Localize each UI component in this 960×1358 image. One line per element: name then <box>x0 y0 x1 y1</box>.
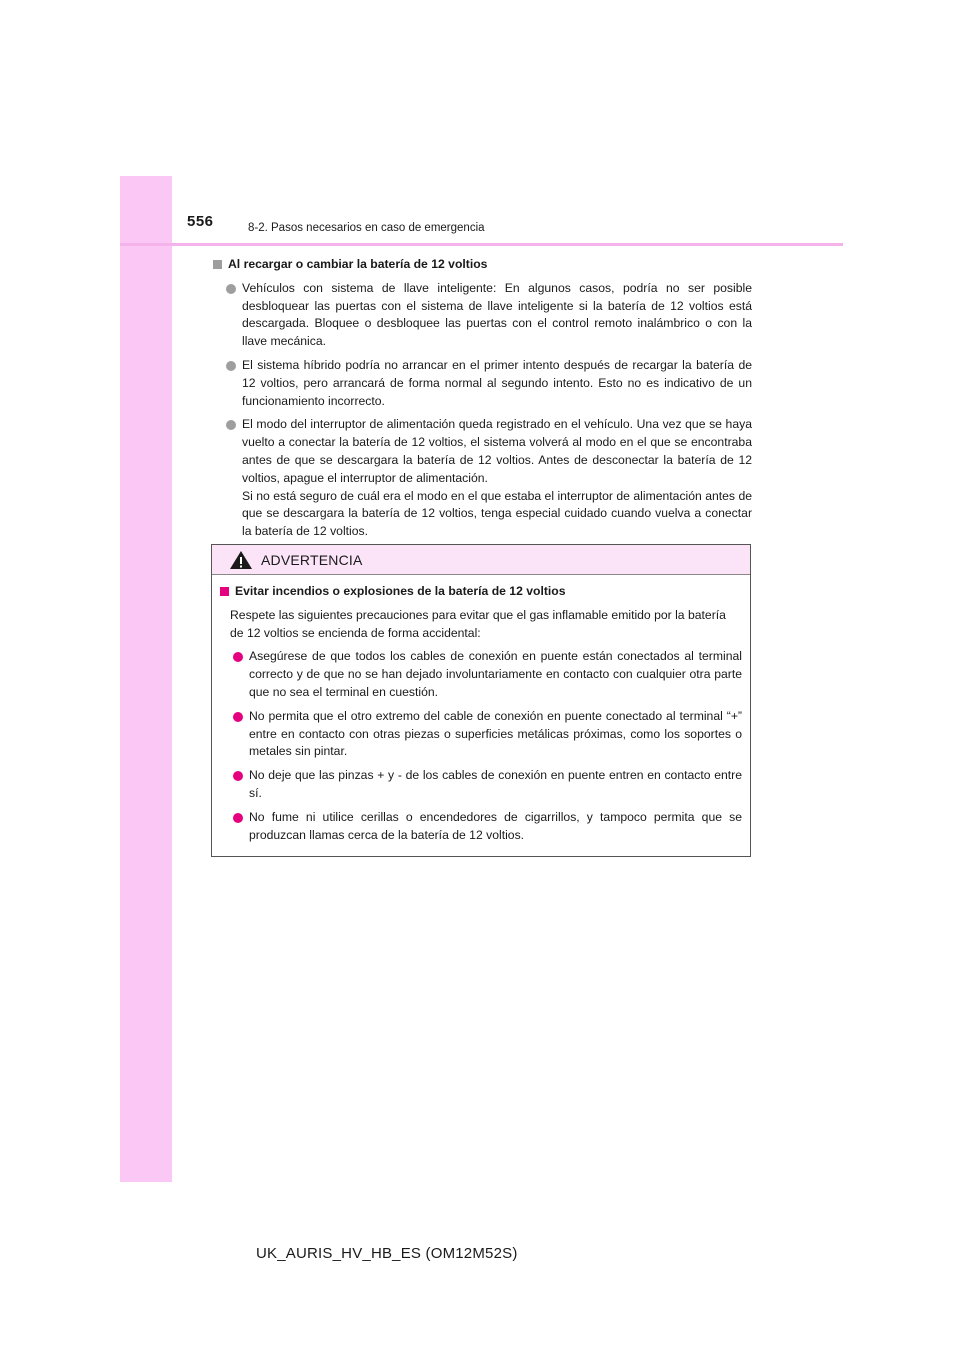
warning-intro: Respete las siguientes precauciones para evitar que el gas inflamable emitido por la batería de 12 voltios se encienda de forma accidental: <box>230 607 726 640</box>
warning-header <box>212 545 750 575</box>
warning-box <box>211 544 751 857</box>
list-item-paragraph: Si no está seguro de cuál era el modo en el que estaba el interruptor de alimentación antes de que se descargara la batería de 12 voltios, tenga especial cuidado cuando vuelva a conectar la batería de 12 voltios. <box>242 488 752 539</box>
list-item-paragraph: El modo del interruptor de alimentación queda registrado en el vehículo. Una vez que se haya vuelto a conectar la batería de 12 voltios, el sistema volverá al modo en el que se encontraba antes de que se descargara la batería de 12 voltios. Antes de desconectar la batería de 12 voltios, apague el interruptor de alimentación. <box>242 417 752 485</box>
warning-list-item-text: No deje que las pinzas + y - de los cables de conexión en puente entren en contacto entre sí. <box>249 768 742 800</box>
circle-bullet-icon <box>233 771 243 781</box>
section-title: 8-2. Pasos necesarios en caso de emergencia <box>248 222 485 234</box>
warning-body <box>212 575 750 844</box>
main-content <box>212 256 752 547</box>
circle-bullet-icon <box>233 813 243 823</box>
list-item <box>212 357 752 410</box>
circle-bullet-icon <box>226 361 236 371</box>
list-item <box>212 280 752 351</box>
circle-bullet-icon <box>233 712 243 722</box>
list-item-text: Vehículos con sistema de llave inteligente: En algunos casos, podría no ser posible desbloquear las puertas con el sistema de llave inteligente si la batería de 12 voltios está descargada. Bloquee o desbloquee las puertas con el control remoto inalámbrico o con la llave mecánica. <box>242 280 752 349</box>
warning-list-item-text: No permita que el otro extremo del cable de conexión en puente conectado al terminal “+” entre en contacto con otras piezas o superficies metálicas próximas, como los soportes o metales sin pintar. <box>249 708 742 759</box>
square-bullet-icon <box>220 587 229 596</box>
section-heading-text: Al recargar o cambiar la batería de 12 voltios <box>228 257 488 271</box>
warning-list-item-text: Asegúrese de que todos los cables de conexión en puente están conectados al terminal correcto y de que no se han dejado involuntariamente en contacto con cualquier otra parte que no sea el terminal en cuestión. <box>249 649 742 699</box>
section-heading <box>212 256 752 274</box>
warning-heading <box>219 583 742 601</box>
warning-list-item-text: No fume ni utilice cerillas o encendedores de cigarrillos, y tampoco permita que se produzcan llamas cerca de la batería de 12 voltios. <box>249 809 742 842</box>
warning-triangle-icon <box>229 550 253 570</box>
document-code: UK_AURIS_HV_HB_ES (OM12M52S) <box>256 1245 518 1262</box>
list-item-text: El sistema híbrido podría no arrancar en el primer intento después de recargar la batería de 12 voltios, pero arrancará de forma normal al segundo intento. Esto no es indicativo de un funcionamiento incorrecto. <box>242 357 752 408</box>
warning-list-item <box>219 708 742 761</box>
page-number: 556 <box>187 213 214 230</box>
header-rule <box>120 243 843 246</box>
circle-bullet-icon <box>226 420 236 430</box>
square-bullet-icon <box>213 260 222 269</box>
warning-list-item <box>219 648 742 701</box>
side-tab-band <box>120 176 172 1182</box>
circle-bullet-icon <box>233 652 243 662</box>
circle-bullet-icon <box>226 284 236 294</box>
warning-list-item <box>219 809 742 845</box>
warning-list-item <box>219 767 742 803</box>
warning-heading-text: Evitar incendios o explosiones de la batería de 12 voltios <box>235 584 566 598</box>
list-item <box>212 416 752 541</box>
warning-title: ADVERTENCIA <box>261 551 363 568</box>
list-item-text <box>242 416 752 541</box>
